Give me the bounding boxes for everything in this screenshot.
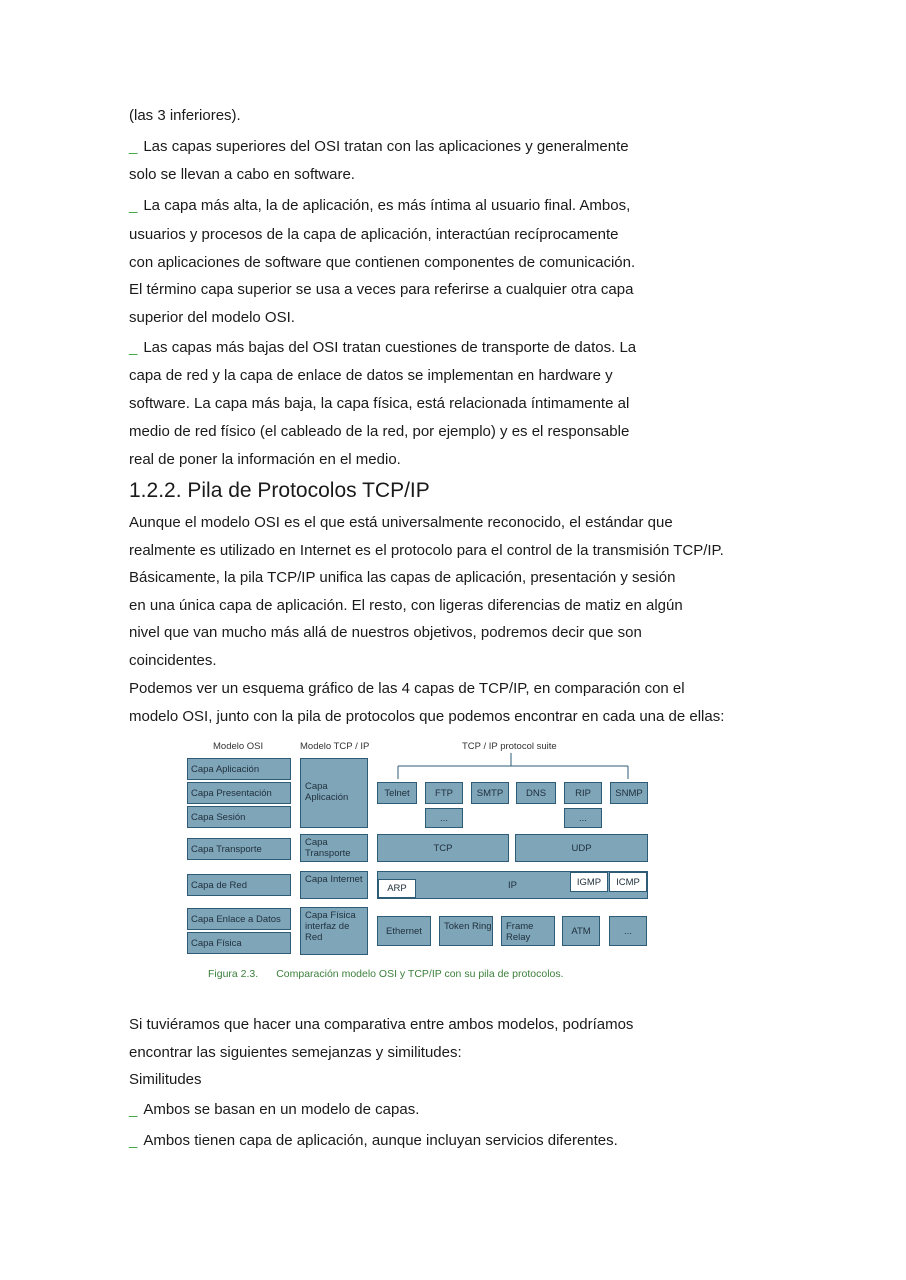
figure-header-tcpip: Modelo TCP / IP xyxy=(300,741,370,752)
text-line: Podemos ver un esquema gráfico de las 4 capas de TCP/IP, en comparación con el xyxy=(129,680,685,697)
tcp-layer-fisica: Capa Física interfaz de Red xyxy=(300,907,368,955)
protocol-more: ... xyxy=(609,916,647,946)
protocol-dns: DNS xyxy=(516,782,556,804)
protocol-more: ... xyxy=(425,808,463,828)
text-line: con aplicaciones de software que contienen componentes de comunicación. xyxy=(129,254,636,271)
bullet-marker: _ xyxy=(129,1101,138,1118)
bullet-line xyxy=(129,1132,618,1150)
bullet-line xyxy=(129,138,629,156)
bullet-marker: _ xyxy=(129,1132,138,1149)
text-line: Si tuviéramos que hacer una comparativa entre ambos modelos, podríamos xyxy=(129,1016,634,1033)
bullet-line xyxy=(129,197,630,215)
bullet-marker: _ xyxy=(129,138,138,155)
bullet-text: Las capas más bajas del OSI tratan cuestiones de transporte de datos. La xyxy=(143,339,637,356)
figure-header-suite: TCP / IP protocol suite xyxy=(462,741,557,752)
protocol-atm: ATM xyxy=(562,916,600,946)
bullet-text: Las capas superiores del OSI tratan con las aplicaciones y generalmente xyxy=(143,138,629,155)
protocol-rip: RIP xyxy=(564,782,602,804)
text-line: usuarios y procesos de la capa de aplicación, interactúan recíprocamente xyxy=(129,226,619,243)
osi-layer-transporte: Capa Transporte xyxy=(187,838,291,860)
protocol-smtp: SMTP xyxy=(471,782,509,804)
osi-layer-aplicacion: Capa Aplicación xyxy=(187,758,291,780)
protocol-token-ring: Token Ring xyxy=(439,916,493,946)
text-line: en una única capa de aplicación. El resto, con ligeras diferencias de matiz en algún xyxy=(129,597,683,614)
protocol-more: ... xyxy=(564,808,602,828)
bullet-marker: _ xyxy=(129,197,138,214)
caption-number: Figura 2.3. xyxy=(208,968,259,980)
protocol-snmp: SNMP xyxy=(610,782,648,804)
text-line: (las 3 inferiores). xyxy=(129,107,241,124)
text-line: superior del modelo OSI. xyxy=(129,309,295,326)
protocol-arp: ARP xyxy=(378,879,416,898)
text-line: nivel que van mucho más allá de nuestros objetivos, podremos decir que son xyxy=(129,624,642,641)
suite-bracket xyxy=(370,752,640,782)
text-line: real de poner la información en el medio. xyxy=(129,451,401,468)
protocol-ip: IP xyxy=(377,871,648,899)
text-line: Aunque el modelo OSI es el que está universalmente reconocido, el estándar que xyxy=(129,514,673,531)
bullet-marker: _ xyxy=(129,339,138,356)
text-line: solo se llevan a cabo en software. xyxy=(129,166,355,183)
text-line: encontrar las siguientes semejanzas y similitudes: xyxy=(129,1044,462,1061)
text-line: capa de red y la capa de enlace de datos se implementan en hardware y xyxy=(129,367,613,384)
text-line: Básicamente, la pila TCP/IP unifica las capas de aplicación, presentación y sesión xyxy=(129,569,676,586)
section-heading: 1.2.2. Pila de Protocolos TCP/IP xyxy=(129,479,430,502)
protocol-ftp: FTP xyxy=(425,782,463,804)
protocol-tcp: TCP xyxy=(377,834,509,862)
protocol-icmp: ICMP xyxy=(609,872,647,892)
osi-layer-sesion: Capa Sesión xyxy=(187,806,291,828)
tcp-layer-aplicacion: Capa Aplicación xyxy=(300,758,368,828)
caption-text: Comparación modelo OSI y TCP/IP con su pila de protocolos. xyxy=(276,968,564,980)
text-line: coincidentes. xyxy=(129,652,217,669)
protocol-igmp: IGMP xyxy=(570,872,608,892)
bullet-line xyxy=(129,1101,419,1119)
tcp-layer-transporte: Capa Transporte xyxy=(300,834,368,862)
osi-layer-enlace: Capa Enlace a Datos xyxy=(187,908,291,930)
bullet-line xyxy=(129,339,636,357)
bullet-text: Ambos tienen capa de aplicación, aunque incluyan servicios diferentes. xyxy=(143,1132,618,1149)
osi-layer-red: Capa de Red xyxy=(187,874,291,896)
protocol-frame-relay: Frame Relay xyxy=(501,916,555,946)
text-line: El término capa superior se usa a veces para referirse a cualquier otra capa xyxy=(129,281,634,298)
osi-layer-presentacion: Capa Presentación xyxy=(187,782,291,804)
bullet-text: Ambos se basan en un modelo de capas. xyxy=(143,1101,420,1118)
text-line: software. La capa más baja, la capa física, está relacionada íntimamente al xyxy=(129,395,630,412)
figure-caption xyxy=(208,968,564,980)
subheading-similitudes: Similitudes xyxy=(129,1071,202,1088)
protocol-udp: UDP xyxy=(515,834,648,862)
tcp-layer-internet: Capa Internet xyxy=(300,871,368,899)
osi-layer-fisica: Capa Física xyxy=(187,932,291,954)
figure-header-osi: Modelo OSI xyxy=(213,741,264,752)
protocol-ethernet: Ethernet xyxy=(377,916,431,946)
text-line: realmente es utilizado en Internet es el protocolo para el control de la transmisión TCP/IP. xyxy=(129,542,724,559)
bullet-text: La capa más alta, la de aplicación, es más íntima al usuario final. Ambos, xyxy=(143,197,631,214)
protocol-telnet: Telnet xyxy=(377,782,417,804)
text-line: modelo OSI, junto con la pila de protocolos que podemos encontrar en cada una de ellas: xyxy=(129,708,725,725)
text-line: medio de red físico (el cableado de la red, por ejemplo) y es el responsable xyxy=(129,423,630,440)
